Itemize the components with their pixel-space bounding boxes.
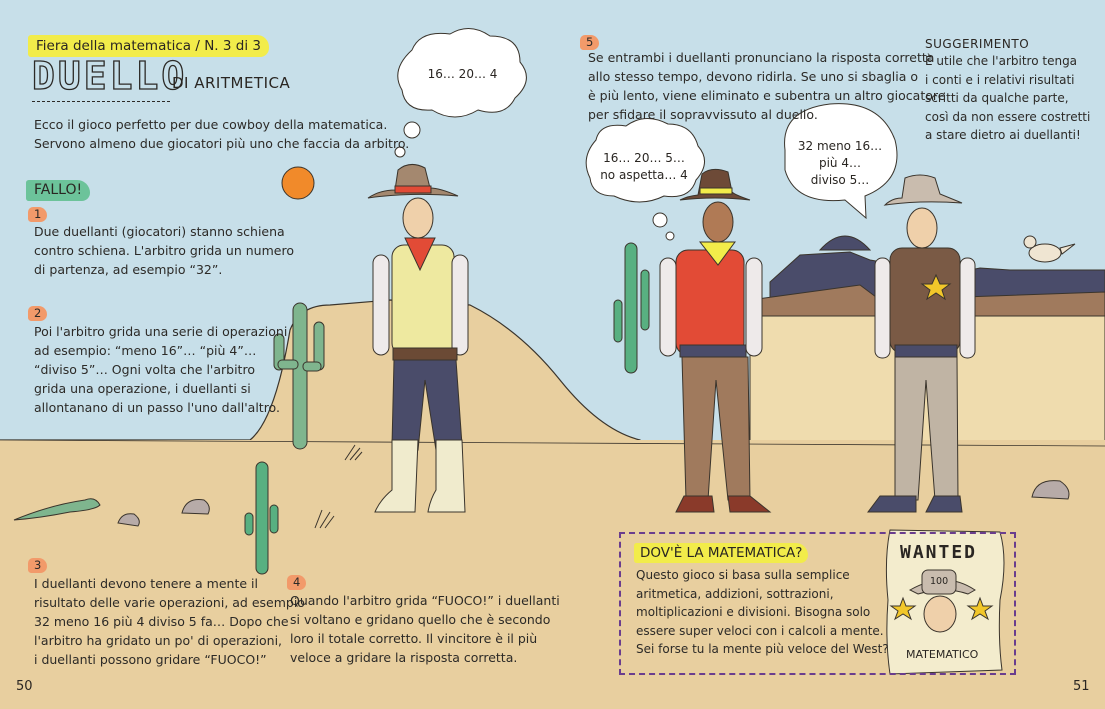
step-number: 3 [28,558,47,573]
title-underline [32,101,170,102]
intro-text: Ecco il gioco perfetto per due cowboy della matematica. Servono almeno due giocatori più uno che faccia da arbitro. [34,117,410,151]
fair-label: Fiera della matematica / N. 3 di 3 [28,35,269,57]
page-number-right: 51 [1073,679,1090,694]
bubble-middle-text: 16… 20… 5… no aspetta… 4 [600,151,688,182]
step-text: Quando l'arbitro grida “FUOCO!” i duellanti si voltano e gridano quello che è secondo loro il totale corretto. Il vincitore è il più veloce a gridare la risposta corretta. [290,593,560,665]
step-text: Poi l'arbitro grida una serie di operazioni ad esempio: “meno 16”… “più 4”… “diviso 5”… Ogni volta che l'arbitro grida una operazione, i duellanti si allontanano di un passo l'uno dall'altro. [34,324,288,415]
cactus-icon [614,243,649,373]
bird-icon [1024,236,1075,262]
sun [282,167,314,199]
step-number: 2 [28,306,47,321]
bubble-right-text: 32 meno 16… più 4… diviso 5… [797,139,883,187]
step-text: Due duellanti (giocatori) stanno schiena contro schiena. L'arbitro grida un numero di partenza, ad esempio “32”. [34,224,294,277]
suggerimento-text: È utile che l'arbitro tenga i conti e i relativi risultati scritti da qualche parte, così da non essere costretti a stare dietro ai duellanti! [925,54,1091,142]
step-text: I duellanti devono tenere a mente il risultato delle varie operazioni, ad esempio 32 meno 16 più 4 diviso 5 fa… Dopo che l'arbitro ha gridato un po' di operazioni, i duellanti possono gridare “FUOCO!” [34,576,305,667]
fallo-heading: FALLO! [26,180,90,201]
page-subtitle: DI ARITMETICA [172,74,291,92]
bubble-left-text: 16… 20… 4 [427,67,498,81]
poster-caption: MATEMATICO [906,648,979,661]
step-number: 4 [287,575,306,590]
dove-text: Questo gioco si basa sulla semplice aritmetica, addizioni, sottrazioni, moltiplicazioni e divisioni. Bisogna solo essere super veloci con i calcoli a mente. Sei forse tu la mente più veloce del West? [636,568,889,656]
step-number: 1 [28,207,47,222]
dome [820,236,870,250]
hat-number: 100 [930,576,949,587]
dove-heading: DOV'È LA MATEMATICA? [634,543,808,563]
thought-bubble-left [395,28,526,157]
step-text: Se entrambi i duellanti pronunciano la risposta corretta allo stesso tempo, devono ridirla. Se uno si sbaglia o è più lento, viene eliminato e subentra un altro giocatore per sfidare il sopravvissuto al duello. [588,50,946,122]
page-number-left: 50 [16,679,33,694]
wanted-title: WANTED [900,542,978,563]
page-title: DUELLO [32,54,188,98]
step-number: 5 [580,35,599,50]
suggerimento-title: SUGGERIMENTO [925,37,1030,51]
